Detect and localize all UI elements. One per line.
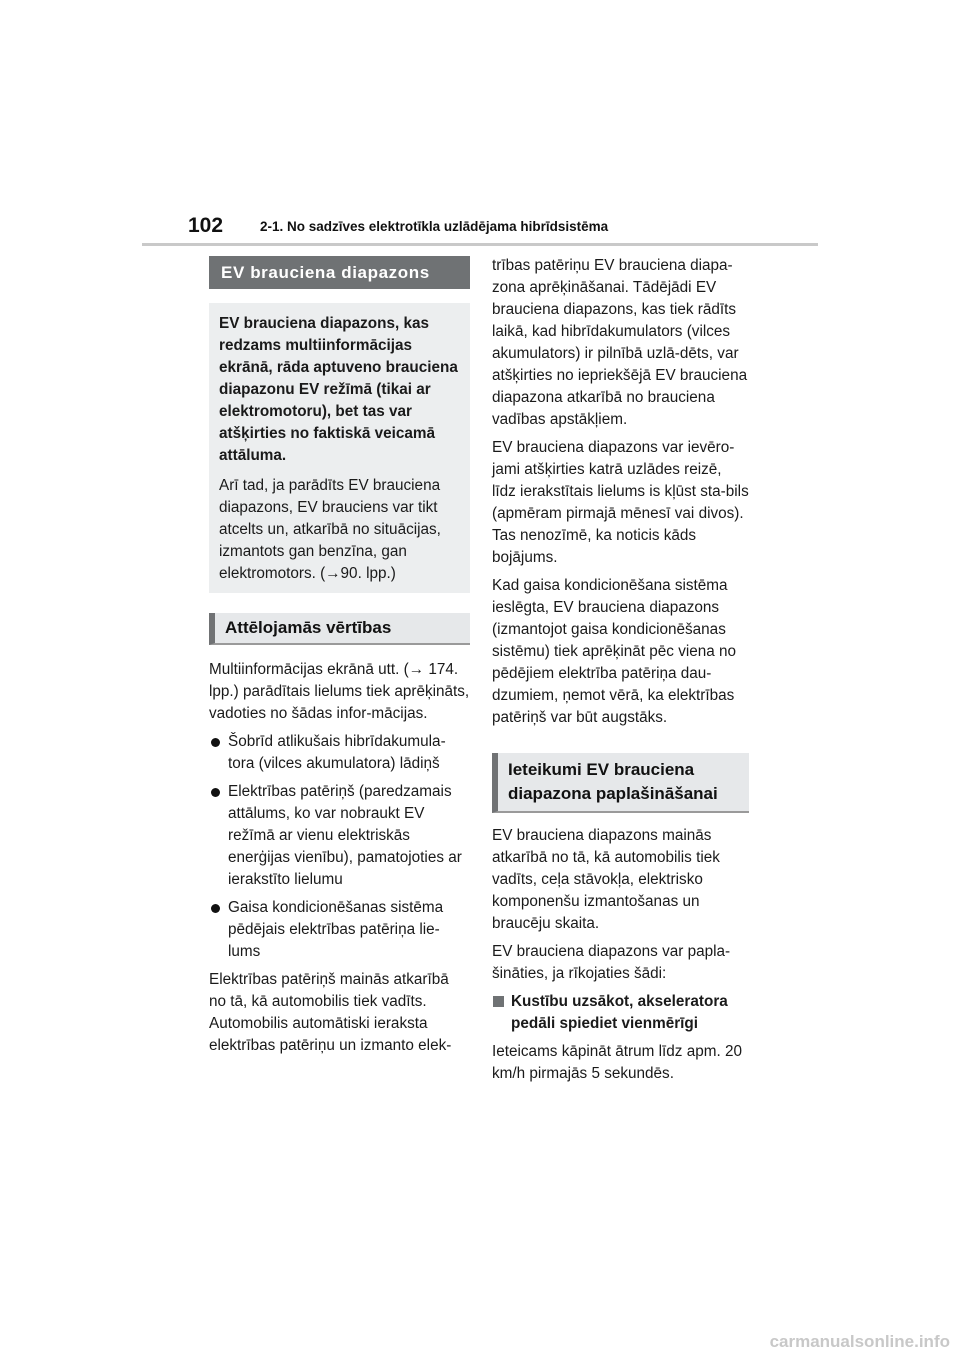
info-lead: EV brauciena diapazons, kas redzams multiinformācijas ekrānā, rāda aptuveno brauciena diapazonu EV režīmā (tikai ar elektromotoru), bet tas var atšķirties no faktiskā veicamā attāluma. — [219, 315, 458, 464]
tip-paragraph: Ieteicams kāpināt ātrum līdz apm. 20 km/h pirmajās 5 sekundēs. — [492, 1043, 742, 1082]
bullet-icon — [211, 904, 220, 913]
paragraph: EV brauciena diapazons mainās atkarībā no tā, kā automobilis tiek vadīts, ceļa stāvokļa, elektrisko komponenšu izmantošanas un braucēju skaita. — [492, 827, 720, 932]
section-banner: EV brauciena diapazons — [209, 256, 470, 289]
square-bullet-icon — [493, 996, 504, 1007]
bullet-icon — [211, 738, 220, 747]
list-item — [209, 731, 470, 775]
tip-heading-text: Kustību uzsākot, akseleratora pedāli spiediet vienmērīgi — [511, 993, 728, 1032]
closing-paragraph: Elektrības patēriņš mainās atkarībā no tā, kā automobilis tiek vadīts. Automobilis automātiski ieraksta elektrības patēriņu un izmanto elek- — [209, 971, 452, 1054]
paragraph: EV brauciena diapazons var ievēro-jami atšķirties katrā uzlādes reizē, līdz ierakstītais lielums is kļūst sta-bils (apmēram pirmajā mēnesī vai divos). Tas nenozīmē, ka noticis kāds bojājums. — [492, 439, 749, 566]
subheading-values: Attēlojamās vērtības — [209, 613, 470, 645]
bullet-text: Elektrības patēriņš (paredzamais attālums, ko var nobraukt EV režīmā ar vienu elektriskās enerģijas vienību), pamatojoties ar ierakstīto lielumu — [228, 783, 462, 888]
page-number: 102 — [188, 214, 224, 237]
bullet-icon — [211, 788, 220, 797]
list-item — [209, 897, 470, 963]
bullet-text: Šobrīd atlikušais hibrīdakumula-tora (vilces akumulatora) lādiņš — [228, 733, 446, 772]
intro-paragraph: Multiinformācijas ekrānā utt. (→ 174. lpp.) parādītais lielums tiek aprēķināts, vadoties no šādas infor-mācijas. — [209, 661, 470, 722]
page-header — [0, 0, 960, 250]
info-box — [209, 303, 470, 593]
tip-heading — [492, 991, 749, 1035]
paragraph: trības patēriņu EV brauciena diapa-zona aprēķināšanai. Tādējādi EV brauciena diapazons, kas tiek rādīts laikā, kad hibrīdakumulators (vilces akumulators) ir pilnībā uzlā-dēts, var atšķirties no iepriekšējā EV brauciena diapazona atkarībā no brauciena vadības apstākļiem. — [492, 257, 748, 428]
paragraph: EV brauciena diapazons var papla-šināties, ja rīkojaties šādi: — [492, 943, 731, 982]
header-divider — [142, 243, 818, 246]
right-column — [492, 256, 749, 1091]
paragraph: Kad gaisa kondicionēšana sistēma ieslēgta, EV brauciena diapazons (izmantojot gaisa kondicionēšanas sistēmu) tiek aprēķināt pēc viena no pēdējiem elektrība patēriņa dau-dzumiem, ņemot vērā, ka elektrības patēriņš var būt augstāks. — [492, 577, 737, 726]
left-column — [209, 256, 470, 1063]
section-title: 2-1. No sadzīves elektrotīkla uzlādējama hibrīdsistēma — [260, 219, 609, 234]
info-note: Arī tad, ja parādīts EV brauciena diapazons, EV brauciens var tikt atcelts un, atkarībā no situācijas, izmantots gan benzīna, gan elektromotors. (→90. lpp.) — [219, 477, 441, 582]
watermark: carmanualsonline.info — [769, 1332, 950, 1351]
bullet-text: Gaisa kondicionēšanas sistēma pēdējais elektrības patēriņa lie-lums — [228, 899, 444, 960]
subheading-tips: Ieteikumi EV brauciena diapazona paplašināšanai — [492, 753, 749, 813]
list-item — [209, 781, 470, 891]
bullet-list — [209, 731, 470, 963]
